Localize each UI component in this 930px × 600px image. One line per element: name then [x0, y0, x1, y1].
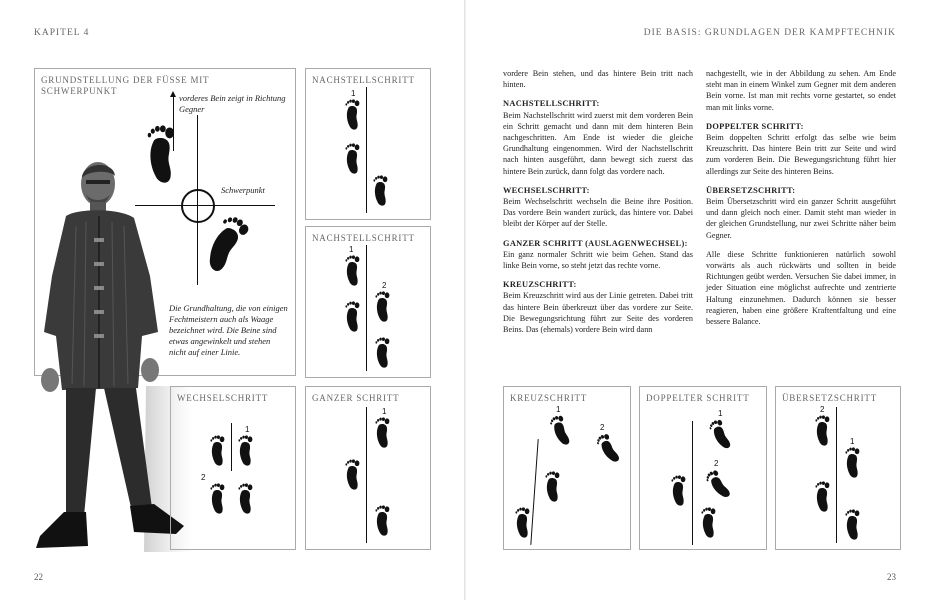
footprint-icon — [546, 411, 575, 451]
step-label: 2 — [820, 405, 825, 414]
wechselschritt-box — [170, 386, 296, 550]
text-column-2 — [706, 68, 896, 327]
nachstellschritt-box-1 — [305, 68, 431, 220]
section-body: Beim Nachstellschritt wird zuerst mit dem vorderen Bein ein Schritt gemacht und dann mit dem hinteren Bein nachgeschritten. Am Ende ist wieder die gleiche Grundhaltung eingenommen. Wird der Nachstellschritt nach hinten ausgeführt, dann bewegt sich zuerst das hintere Bein zurück, dann folgt das vordere nach. — [503, 110, 693, 176]
text-column-1 — [503, 68, 693, 335]
footprint-icon — [705, 415, 737, 455]
footprint-icon — [844, 445, 862, 481]
footprint-icon — [374, 503, 392, 539]
ganzer-schritt-title: GANZER SCHRITT — [312, 393, 400, 403]
step-label: 1 — [556, 405, 561, 414]
step-label: 1 — [718, 409, 723, 418]
column2-intro: nachgestellt, wie in der Abbildung zu sehen. Am Ende steht man in einem Winkel zum Gegner mit dem anderen Bein vorne. Ist man mit rechts vorne gestartet, so endet man mit links vorne. — [706, 69, 896, 112]
footprint-icon — [344, 97, 362, 133]
wechselschritt-title: WECHSELSCHRITT — [177, 393, 269, 403]
footprint-icon — [374, 415, 392, 451]
footprint-icon — [344, 457, 362, 493]
footprint-icon — [544, 469, 562, 505]
step-label: 2 — [600, 423, 605, 432]
uebersetzschritt-box — [775, 386, 901, 550]
step-label: 1 — [382, 407, 387, 416]
step-label: 1 — [351, 89, 356, 98]
section-heading: ÜBERSETZSCHRITT: — [706, 185, 796, 195]
reference-line — [231, 423, 232, 471]
footprint-icon — [814, 413, 832, 449]
ganzer-schritt-box — [305, 386, 431, 550]
doppelter-schritt-title: DOPPELTER SCHRITT — [646, 393, 750, 403]
footprint-icon — [700, 505, 718, 541]
step-label: 2 — [201, 473, 206, 482]
footprint-icon — [237, 481, 255, 517]
grundstellung-title: GRUNDSTELLUNG DER FÜSSE MIT SCHWERPUNKT — [41, 75, 210, 96]
nachstellschritt-box-2 — [305, 226, 431, 378]
footprint-icon — [670, 473, 688, 509]
closing-paragraph: Alle diese Schritte funktionieren natürlich sowohl vorwärts als auch rückwärts und sollten in beide Richtungen geübt werden. Versuchen Sie dabei immer, in jeder Situation eine möglichst aufrechte und zentrierte Haltung einzunehmen. Dadurch können sie besser reagieren, haben eine größere Kraftentfaltung und eine bessere Balance. — [706, 249, 896, 327]
nachstellschritt-title-1: NACHSTELLSCHRITT — [312, 75, 415, 85]
footprint-icon — [344, 141, 362, 177]
section-heading: DOPPELTER SCHRITT: — [706, 121, 804, 131]
section-body: Beim Wechselschritt wechseln die Beine ihre Position. Das vordere Bein wandert zurück, das hintere vor. Dabei bleibt der Körper auf der Stelle. — [503, 197, 693, 229]
grundhaltung-caption: Die Grundhaltung, die von einigen Fechtmeistern auch als Waage bezeichnet wird. Die Beine sind etwas angewinkelt und stehen nicht auf einer Linie. — [169, 303, 288, 357]
footprint-icon — [344, 299, 362, 335]
nachstellschritt-title-2: NACHSTELLSCHRITT — [312, 233, 415, 243]
section-heading: WECHSELSCHRITT: — [503, 185, 590, 195]
step-label: 1 — [245, 425, 250, 434]
footprint-icon — [209, 433, 227, 469]
folio-left: 22 — [34, 572, 43, 582]
step-label: 1 — [850, 437, 855, 446]
reference-line — [366, 87, 367, 213]
step-label: 1 — [349, 245, 354, 254]
arrow-head-icon — [170, 91, 176, 97]
step-label: 2 — [382, 281, 387, 290]
section-body: Beim Übersetzschritt wird ein ganzer Schritt ausgeführt und dann gleich noch einer. Damit steht man wieder in der gleichen Grundstellung, nur zwei Schritte näher beim Gegner. — [706, 197, 896, 240]
footprint-icon — [374, 335, 392, 371]
reference-line — [366, 245, 367, 371]
schwerpunkt-label: Schwerpunkt — [221, 185, 265, 195]
section-body: Beim Kreuzschritt wird aus der Linie getreten. Dabei tritt das hintere Bein überkreuzt über das vordere zur Seite. Die Bewegungsrichtung führt zur Seite des vorderen Beins. Das (ehemals) vordere Bein wird dann — [503, 291, 693, 335]
footprint-icon — [701, 465, 736, 505]
section-heading: GANZER SCHRITT (AUSLAGENWECHSEL): — [503, 238, 688, 248]
reference-line — [836, 407, 837, 543]
section-heading: NACHSTELLSCHRITT: — [503, 99, 600, 109]
footprint-icon — [814, 479, 832, 515]
kreuzschritt-title: KREUZSCHRITT — [510, 393, 588, 403]
footprint-icon — [374, 289, 392, 325]
step-label: 2 — [714, 459, 719, 468]
uebersetzschritt-title: ÜBERSETZSCHRITT — [782, 393, 878, 403]
folio-right: 23 — [887, 572, 896, 582]
footprint-icon — [344, 253, 362, 289]
section-body: Beim doppelten Schritt erfolgt das selbe wie beim Kreuzschritt. Das hintere Bein tritt zur Seite und wird zum vorderen Bein. Die Bewegungsrichtung führt hier allerdings zur Seite des hinteren Beins. — [706, 133, 896, 176]
running-head-right: DIE BASIS: GRUNDLAGEN DER KAMPFTECHNIK — [643, 28, 896, 38]
footprint-icon — [372, 173, 390, 209]
footprint-icon — [844, 507, 862, 543]
right-page — [465, 0, 930, 600]
footprint-icon — [209, 481, 227, 517]
arrow-label: vorderes Bein zeigt in Richtung Gegner — [179, 93, 286, 114]
section-heading: KREUZSCHRITT: — [503, 280, 577, 290]
running-head-left: KAPITEL 4 — [34, 28, 90, 38]
reference-line — [366, 407, 367, 543]
footprint-icon — [592, 429, 626, 469]
column1-intro: vordere Bein stehen, und das hintere Bein tritt nach hinten. — [503, 69, 693, 90]
section-body: Ein ganz normaler Schritt wie beim Gehen. Stand das linke Bein vorne, so steht jetzt das rechte vorne. — [503, 249, 693, 271]
kreuzschritt-box — [503, 386, 631, 550]
footprint-icon — [237, 433, 255, 469]
doppelter-schritt-box — [639, 386, 767, 550]
footprint-icon — [514, 505, 532, 541]
reference-line — [692, 421, 693, 545]
